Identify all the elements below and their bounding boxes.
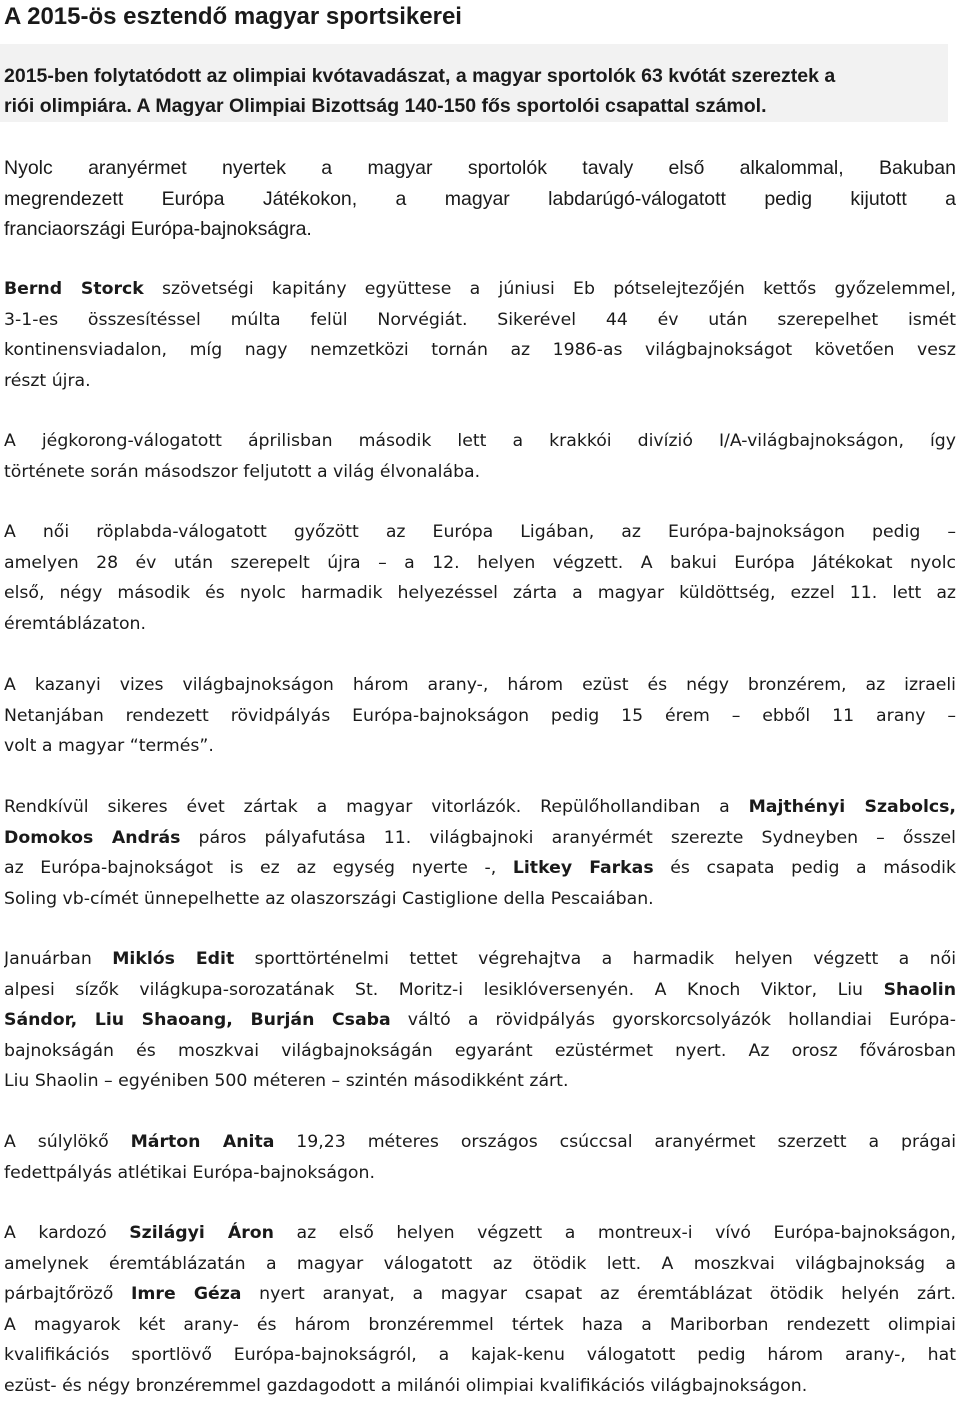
lead-paragraph (4, 61, 948, 121)
athlete-name: Bernd Storck (4, 279, 144, 299)
paragraph-aquatics (4, 670, 956, 762)
text-line: A magyarok két arany- és három bronzéremmel tértek haza a Mariborban rendezett olimpiai (4, 1314, 956, 1335)
text-line: A kazanyi vizes világbajnokságon három arany-, három ezüst és négy bronzérem, az izraeli (4, 675, 956, 695)
text-line: franciaországi Európa-bajnokságra. (4, 218, 312, 240)
text-line: amelyen 28 év után szerepelt újra – a 12. helyen végzett. A bakui Európa Játékokat nyolc (4, 552, 956, 573)
text-run: alpesi sízők világkupa-sorozatának St. Moritz-i lesiklóversenyén. A Knoch Viktor, Liu (4, 979, 884, 1000)
text-run: A kardozó (4, 1223, 130, 1243)
text-line: részt újra. (4, 370, 91, 391)
text-line: 3-1-es összesítéssel múlta felül Norvégiát. Sikerével 44 év után szerepelhet ismét (4, 309, 956, 330)
text-line (4, 823, 956, 854)
document-title: A 2015-ös esztendő magyar sportsikerei (4, 3, 462, 30)
paragraph-ice-hockey (4, 426, 956, 487)
paragraph-fencing-shooting (4, 1218, 956, 1401)
text-run: páros pályafutása 11. világbajnoki aranyérmét szerezte Sydneyben – ősszel (180, 827, 956, 848)
athlete-name: Shaolin (883, 979, 956, 1000)
text-line: volt a magyar “termés”. (4, 736, 214, 756)
athlete-name: Miklós Edit (112, 949, 235, 969)
text-run: párbajtőröző (4, 1284, 131, 1304)
athlete-name: Sándor, Liu Shaoang, Burján Csaba (4, 1010, 391, 1030)
text-run: az Európa-bajnokságot is ez az egység nyerte -, (4, 858, 513, 878)
text-line: amelynek éremtáblázatán a magyar válogatott az ötödik lett. A moszkvai világbajnokság a (4, 1253, 956, 1274)
lead-box (0, 44, 948, 122)
text-line (4, 1127, 956, 1158)
text-line: éremtáblázaton. (4, 613, 147, 634)
athlete-name: Imre Géza (130, 1284, 242, 1304)
text-line: A női röplabda-válogatott győzött az Európa Ligában, az Európa-bajnokságon pedig – (4, 522, 956, 542)
paragraph-volleyball (4, 517, 956, 639)
text-line: első, négy második és nyolc harmadik helyezéssel zárta a magyar küldöttség, ezzel 11. lett az (4, 583, 956, 603)
text-run: és csapata pedig a második (653, 858, 956, 878)
text-line: bajnokságán és moszkvai világbajnokságán egyaránt ezüstérmet nyert. Az orosz fővárosban (4, 1040, 956, 1061)
paragraph-sailing (4, 792, 956, 914)
text-line: fedettpályás atlétikai Európa-bajnokságon. (4, 1162, 375, 1183)
paragraph-winter-sports (4, 944, 956, 1097)
text-run: az első helyen végzett a montreux-i vívó Európa-bajnokságon, (273, 1223, 956, 1243)
text-run: váltó a rövidpályás gyorskorcsolyázók hollandiai Európa- (390, 1010, 956, 1030)
text-line (4, 1005, 956, 1036)
text-line: Netanjában rendezett rövidpályás Európa-bajnokságon pedig 15 érem – ebből 11 arany – (4, 705, 956, 726)
text-line: Liu Shaolin – egyéniben 500 méteren – szintén másodikként zárt. (4, 1071, 569, 1091)
text-line (4, 1279, 956, 1310)
paragraph-euro-games (4, 153, 956, 245)
text-line: ezüst- és négy bronzéremmel gazdagodott a milánói olimpiai kvalifikációs világbajnokságon. (4, 1375, 808, 1396)
athlete-name: Domokos András (4, 827, 181, 848)
text-line (4, 853, 956, 884)
text-run: szövetségi kapitány együttese a júniusi Eb pótselejtezőjén kettős győzelemmel, (143, 279, 956, 299)
text-run: 19,23 méteres országos csúccsal aranyérmet szerzett a prágai (274, 1132, 956, 1152)
text-run: A súlylökő (4, 1132, 131, 1152)
athlete-name: Litkey Farkas (512, 858, 654, 878)
text-line: Soling vb-címét ünnepelhette az olaszországi Castiglione della Pescaiában. (4, 888, 654, 909)
text-run: Januárban (4, 949, 113, 969)
text-run: Rendkívül sikeres évet zártak a magyar vitorlázók. Repülőhollandiban a (4, 797, 749, 817)
text-run: nyert aranyat, a magyar csapat az éremtáblázat ötödik helyén zárt. (241, 1284, 956, 1304)
lead-line: 2015-ben folytatódott az olimpiai kvótavadászat, a magyar sportolók 63 kvótát szereztek a (4, 65, 836, 87)
text-line: Nyolc aranyérmet nyertek a magyar sportolók tavaly első alkalommal, Bakuban (4, 157, 956, 179)
text-line: kvalifikációs sportlövő Európa-bajnokságról, a kajak-kenu válogatott pedig három arany-, hat (4, 1345, 956, 1365)
text-line: története során másodszor feljutott a világ élvonalába. (4, 461, 481, 482)
text-run: sporttörténelmi tettet végrehajtva a harmadik helyen végzett a női (234, 949, 956, 969)
text-line (4, 1218, 956, 1249)
text-line (4, 274, 956, 305)
text-line: kontinensviadalon, míg nagy nemzetközi tornán az 1986-as világbajnokságot követően vesz (4, 340, 956, 360)
text-line (4, 792, 956, 823)
text-line (4, 944, 956, 975)
athlete-name: Szilágyi Áron (129, 1223, 274, 1243)
text-line: megrendezett Európa Játékokon, a magyar labdarúgó-válogatott pedig kijutott a (4, 187, 956, 210)
paragraph-athletics (4, 1127, 956, 1188)
lead-line: riói olimpiára. A Magyar Olimpiai Bizottság 140-150 fős sportolói csapattal számol. (4, 95, 767, 117)
text-line (4, 975, 956, 1006)
paragraph-football (4, 274, 956, 396)
athlete-name: Márton Anita (130, 1132, 275, 1152)
athlete-name: Majthényi Szabolcs, (748, 797, 956, 817)
text-line: A jégkorong-válogatott áprilisban második lett a krakkói divízió I/A-világbajnokságon, így (4, 431, 956, 451)
